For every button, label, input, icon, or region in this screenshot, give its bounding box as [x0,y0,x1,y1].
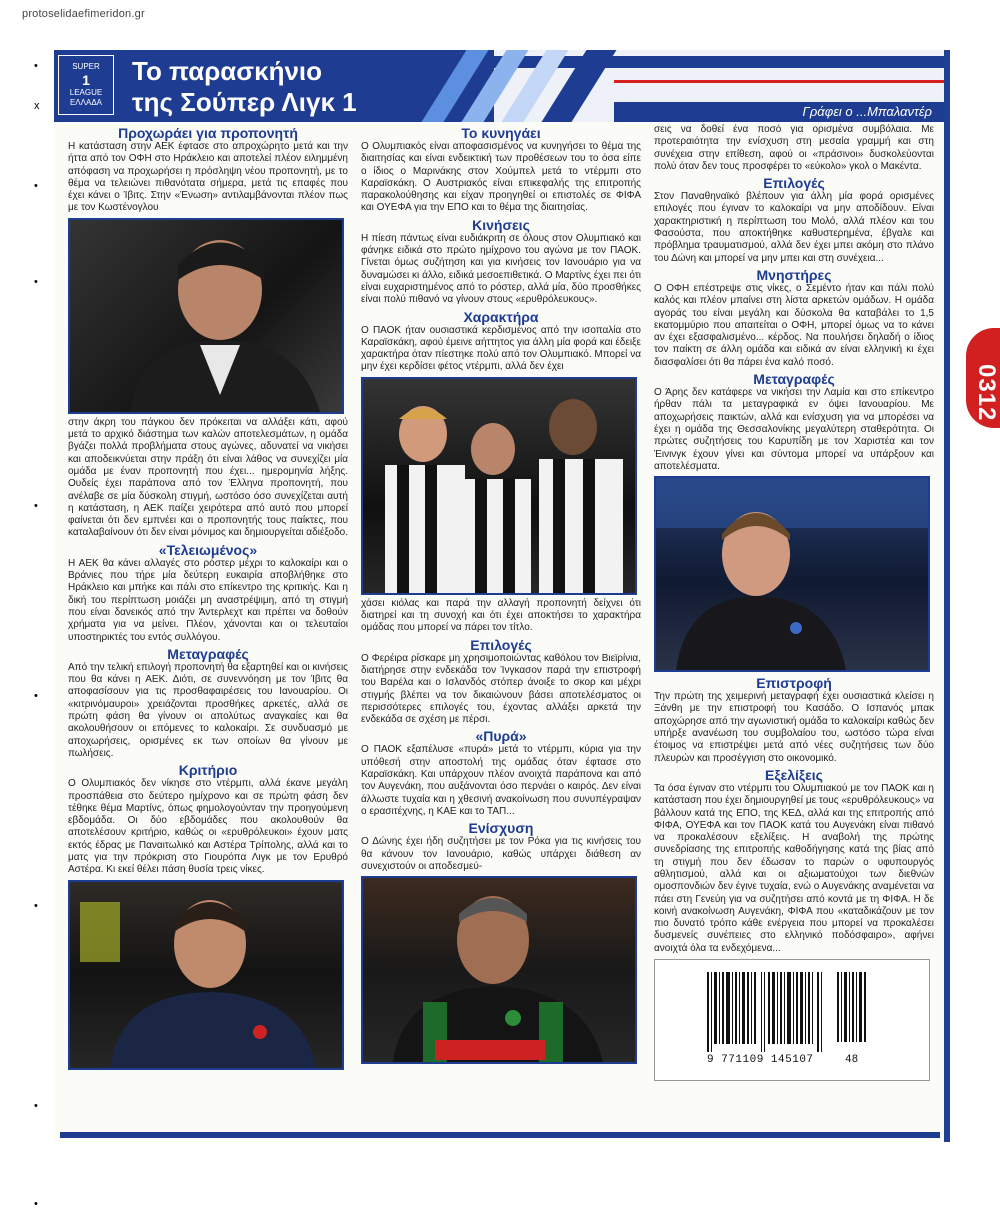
registration-mark: • [34,500,38,512]
person-silhouette [70,882,342,1068]
paragraph: Η ΑΕΚ θα κάνει αλλαγές στο ρόστερ μέχρι το καλοκαίρι και ο Βράνιες που τήρε μία δεύτερη ευκαιρία αποβλήθηκε στο Ηράκλειο και μπήκε και πάλι στο επίκεντρο της κριτικής. Και η δική του περίπτωση μοιάζει μη αναστρέψιμη, από τη στιγμή που είναι δανεικός από την Άντερλεχτ και πρέπει να δοθούν χρήματα για να μείνει. Πλέον, χάνονται και οι τελευταίοι υποστηρικτές του εντός συλλόγου. [68,557,348,643]
paragraph: Ο ΠΑΟΚ ήταν ουσιαστικά κερδισμένος από την ισοπαλία στο Καραϊσκάκη, αφού έμεινε αήττητος για άλλη μία φορά και έδειξε χαρακτήρα όταν πίεστηκε πολύ από τον Ολυμπιακό. Μπορεί να μην έχει κερδίσει φέτος ντέρμπι, αλλά δεν έχει [361,324,641,373]
registration-mark: • [34,900,38,912]
person-silhouette [70,220,342,412]
paragraph: Η πίεση πάντως είναι ευδιάκριτη σε όλους στον Ολυμπιακό και φάνηκε ειδικά στο πρώτο ημίχρονο του αγώνα με τον ΠΑΟΚ. Γίνεται όμως συζήτηση και για κινήσεις τον Ιανουάριο για να δυναμώσει κι άλλο, ειδικά μεσοεπιθετικά. Ο Μαρτίνς έχει πει ότι είναι ευχαριστημένος από το ρόστερ, αλλά μία, δύο προσθήκες είναι πολύ πιθανό να γίνουν στους «ερυθρόλευκους». [361,232,641,306]
coach-photo [68,880,344,1070]
newspaper-page [54,50,950,1142]
section-heading: Μνηστήρες [756,266,832,283]
watermark: protoselidaefimeridon.gr [22,8,145,20]
paragraph: Ο Δώνης έχει ήδη συζητήσει με τον Ρόκα για τις κινήσεις του θα κάνουν τον Ιανουάριο, καθώς υπάρχει διάθεση αν συνεχιστούν οι αποδεσμεύ- [361,836,641,872]
registration-mark: • [34,1100,38,1112]
section-heading: Μεταγραφές [167,645,249,662]
article-columns [68,122,934,1130]
super-league-logo: SUPER 1 LEAGUE ΕΛΛΑΔΑ [58,55,114,115]
paragraph: Την πρώτη της χειμερινή μεταγραφή έχει ουσιαστικά κλείσει η Ξάνθη με την επιστροφή του Κασάδο. Ο Ισπανός μπακ αποχώρησε από την αγωνιστική ομάδα το καλοκαίρι καθώς δεν υπήρξε ανανέωση του συμβολαίου του, ωστόσο τώρα είναι έτοιμος να επιστρέψει μετά από νέες συζητήσεις των δύο πλευρών και προσέγγιση στο οικονομικό. [654,691,934,764]
paragraph: Τα όσα έγιναν στο ντέρμπι του Ολυμπιακού με τον ΠΑΟΚ και η κατάσταση που έχει δημιουργηθεί με τους «ερυθρόλευκους» να βάλλουν κατά της ΕΠΟ, της ΚΕΔ, αλλά και της επιτροπής από ΦΙΦΑ, ΟΥΕΦΑ και τον ΠΑΟΚ κατά του Αυγενάκη είναι πιθανό να προκαλέσουν εξελίξεις. Η αναβολή της πρώτης συνεδρίασης της επιτροπής καθοδήγησης κατά της βίας από τη στιγμή που δεν έδωσαν το παρών ο υφυπουργός αθλητισμού, αλλά και οι αξιωματούχοι των διεθνών ομοσπονδιών δεν έγινε τυχαία, ενώ ο Αυγενάκης αναμένεται να πάει στη Γενεύη για να συζητήσει από κοντά με τη ΦΙΦΑ. Η δε κοινή ανακοίνωση Αυγενάκη, ΦΙΦΑ που «καταδικάζουν με τον πιο δυνατό τρόπο κάθε ενέργεια που μπορεί να προκαλέσει δυσμενείς συνέπειες στο ελληνικό ποδόσφαιρο», αφήνει ανοιχτά όλα τα ενδεχόμενα... [654,782,934,954]
barcode-bars [707,972,825,1052]
column-1 [68,124,348,1073]
barcode-number: 9 771109 145107 [707,1054,814,1067]
registration-mark: x [34,100,40,112]
column-2 [361,124,641,1067]
barcode [654,959,930,1081]
bottom-rule [60,1132,940,1138]
section-heading: Μεταγραφές [753,371,835,388]
paragraph: στην άκρη του πάγκου δεν πρόκειται να αλλάξει κάτι, αφού μετά το αρχικό διάστημα των καλών αποτελεσμάτων, η ομάδα βγάζει πολλά προβλήματα στους αγώνες, αδυνατεί να νικήσει και αποδεικνύεται στην πράξη ότι είναι λάθος να συνεχίζει μία ομάδα με έναν προπονητή που έχει... ημερομηνία λήξης. Ουδείς έχει παράπονα από τον Έλληνα προπονητή, που ανέλαβε σε μία δύσκολη στιγμή, ωστόσο όσο συνεχίζεται αυτή η κατάσταση, η ΑΕΚ παίζει χειρότερα από αυτό που μπορεί φαίνεται ότι δεν εμπνέει και ο προπονητής τους παίκτες, που καταλαβαίνουν ότι δεν είναι μόνιμος και δημιουργείται αδιέξοδο. [68,416,349,539]
barcode-addon-bars [837,972,867,1042]
paragraph: Στον Παναθηναϊκό βλέπουν για άλλη μία φορά ορισμένες επιλογές που έγιναν το καλοκαίρι να μην αποδίδουν. Είναι χαρακτηριστική η περίπτωση του Μολό, αλλά πλέον και του Φασούστα, που αποκτήθηκε καθυστερημένα, έβγαλε και πρόβλημα τραυματισμού, αλλά δεν έχει μπει ακόμη στο πλάνο του Δώνη και μπορεί να μην μπει και στη συνέχεια... [654,191,934,264]
paragraph: Η κατάσταση στην ΑΕΚ έφτασε στο απροχώρητο μετά και την ήττα από τον ΟΦΗ στο Ηράκλειο και αποτελεί πλέον ειλημμένη απόφαση να προχωρήσει η πρόσληψη νέου προπονητή, με το θέμα να τελειώνει πιθανότατα σήμερα, μετά τις επαφές που έχει κάνει ο Ίβιτς. Στην «Ένωση» αντιλαμβάνονται πλέον πως με τον Κωστένογλου [68,141,348,214]
page-number-badge: 0312 [966,328,1000,428]
players-celebration-photo [361,377,637,595]
section-heading: «Τελειωμένος» [158,541,258,558]
section-heading: Ενίσχυση [468,820,534,837]
registration-mark: • [34,60,38,72]
byline: Γράφει ο ...Μπαλαντέρ [802,104,932,119]
section-heading: Επιστροφή [756,675,832,692]
section-heading: Επιλογές [763,175,825,192]
section-heading: Επιλογές [470,636,532,653]
section-heading: Κριτήριο [178,762,238,779]
section-heading: Το κυνηγάει [461,125,541,141]
paragraph: Ο Ολυμπιακός δεν νίκησε στο ντέρμπι, αλλά έκανε μεγάλη προσπάθεια στο δεύτερο ημίχρονο και σε πρώτη φάση δεν τέθηκε θέμα Μαρτίνς, όπως φημολογούνταν την προηγούμενη εβδομάδα. Οι δύο εβδομάδες που ακολουθούν θα αποτελέσουν κριτήριο, καθώς οι «ερυθρόλευκοι» έχουν ματς εκτός έδρας με Παναιτωλικό και Αστέρα Τρίπολης, αλλά και το ματς για την πρόκριση στο Γιουρόπα Λιγκ με τον Ερυθρό Αστέρα. Κι εκεί θέλει πάση θυσία τρεις νίκες. [68,778,348,876]
paragraph: Ο ΟΦΗ επέστρεψε στις νίκες, ο Σεμέντο ήταν και πάλι πολύ καλός και πλέον μπαίνει στη λίστα αρκετών ομάδων. Η ομάδα αγοράς του είναι μεγάλη και δύσκολα θα καταβάλει το 1,5 εκατομμύριο που απαιτείται ο ΟΦΗ, μπορεί όμως να το κάνει αν έχει εξασφαλισμένο... κέρδος. Να πουλήσει δηλαδή ο ίδιος τον παίκτη σε άλλη ομάδα και ειδικά αν είναι ελληνική κι έχει διασφαλίσει ότι θα πάρει ένα καλό ποσό. [654,282,934,368]
paragraph: σεις να δοθεί ένα ποσό για ορισμένα συμβόλαια. Με προτεραιότητα την ενίσχυση στη μεσαία γραμμή και στη συνέχεια στην επίθεση, αφού οι «πράσινοι» δυσκολεύονται πολύ όταν δεν τους προσφέρει το «εύκολο» γκολ ο Μακέντα. [654,124,934,172]
section-heading: Προχωράει για προπονητή [118,125,298,141]
paragraph: χάσει κιόλας και παρά την αλλαγή προπονητή δείχνει ότι διατηρεί και τη συνοχή και ότι έχει αποκτήσει το χαρακτήρα ομάδας που μπορεί να πάρει τον τίτλο. [361,597,641,634]
page-header [54,50,944,122]
paragraph: Ο Ολυμπιακός είναι αποφασισμένος να κυνηγήσει το θέμα της διαιτησίας και είναι ενδεικτική των προθέσεων του το όσα είπε ο ίδιος ο Μαρινάκης στον Χούμπελ μετά το ντέρμπι στο Καραϊσκάκη. Ο Αυστριακός είναι επικεφαλής της επιτροπής παρακολούθησης και είχαν προηγηθεί οι επιστολές σε ΦΙΦΑ και ΟΥΕΦΑ για την ΕΠΟ και το θέμα της διαιτησίας. [361,141,641,214]
section-heading: Εξελίξεις [765,766,823,783]
barcode-addon-number: 48 [845,1054,859,1067]
person-silhouette [363,878,635,1062]
coach-photo [68,218,344,414]
paragraph: Ο Φερέιρα ρίσκαρε μη χρησιμοποιώντας καθόλου τον Βιεϊρίνια, διατήρησε στην ενδεκάδα τον Ίνγκασον παρά την επιστροφή του Βαρέλα και ο Ισλανδός στόπερ άνοιξε το σκορ και μέχρι στιγμής βλέπει να τον δικαιώνουν βάσει αποτελέσματος οι περισσότερες επιλογές του, έχοντας αλλάξει αρκετά την ενδεκάδα σε σχέση με πέρσι. [361,652,641,726]
registration-mark: • [34,690,38,702]
section-heading: Χαρακτήρα [463,308,539,325]
paragraph: Από την τελική επιλογή προπονητή θα εξαρτηθεί και οι κινήσεις που θα κάνει η ΑΕΚ. Διότι, σε συνεννόηση με τον Ίβιτς θα αποφασίσουν για τις προσθαφαιρέσεις του Ιανουαρίου. Οι «κιτρινόμαυροι» χρειάζονται προσθήκες αρκετές, αλλά σε πρώτη φάση θα γίνουν οι απολύτως αναγκαίες και θα ακολουθήσουν οι επόμενες το καλοκαίρι. Σε συνδυασμό με αποχωρήσεις, ορισμένες εκ των οποίων θα γίνουν με πωλήσεις. [68,661,348,759]
coach-photo [654,476,930,672]
person-silhouette [656,478,928,670]
players-silhouette [363,379,635,593]
column-3 [654,124,934,1081]
section-heading: «Πυρά» [475,728,527,745]
registration-mark: • [34,276,38,288]
page-title: Το παρασκήνιο της Σούπερ Λιγκ 1 [132,56,357,117]
registration-mark: • [34,180,38,192]
section-heading: Κινήσεις [472,216,530,233]
coach-photo [361,876,637,1064]
paragraph: Ο Άρης δεν κατάφερε να νικήσει την Λαμία και στο επίκεντρο ήρθαν πάλι τα μεταγραφικά εν όψει Ιανουαρίου. Με αποχωρήσεις παικτών, αλλά και ενίσχυση για να μπορέσει να έχει η ομάδα της Θεσσαλονίκης μεγαλύτερη σταθερότητα. Οι πρώτες συζητήσεις του Καρυπίδη με τον Χαριστέα και τον Έινινγκ έχουν γίνει και σύντομα μπορεί να υπάρξουν και αποτελέσματα. [654,387,934,472]
paragraph: Ο ΠΑΟΚ εξαπέλυσε «πυρά» μετά το ντέρμπι, κύρια για την υπόθεσή στην αποστολή της ομάδας όταν έφτασε στο Καραϊσκάκη. Και υπάρχουν πλέον ανοιχτά παράπονα και από τον Αυγενάκη, που αυξάνονται όσο περνάει ο καιρός. Δεν είναι άλλωστε τυχαία και η χθεσινή ανακοίνωση που συνυπέγραψαν ο ερασιτέχνης, η ΚΑΕ και το ΤΑΠ... [361,744,641,817]
registration-mark: • [34,1198,38,1210]
